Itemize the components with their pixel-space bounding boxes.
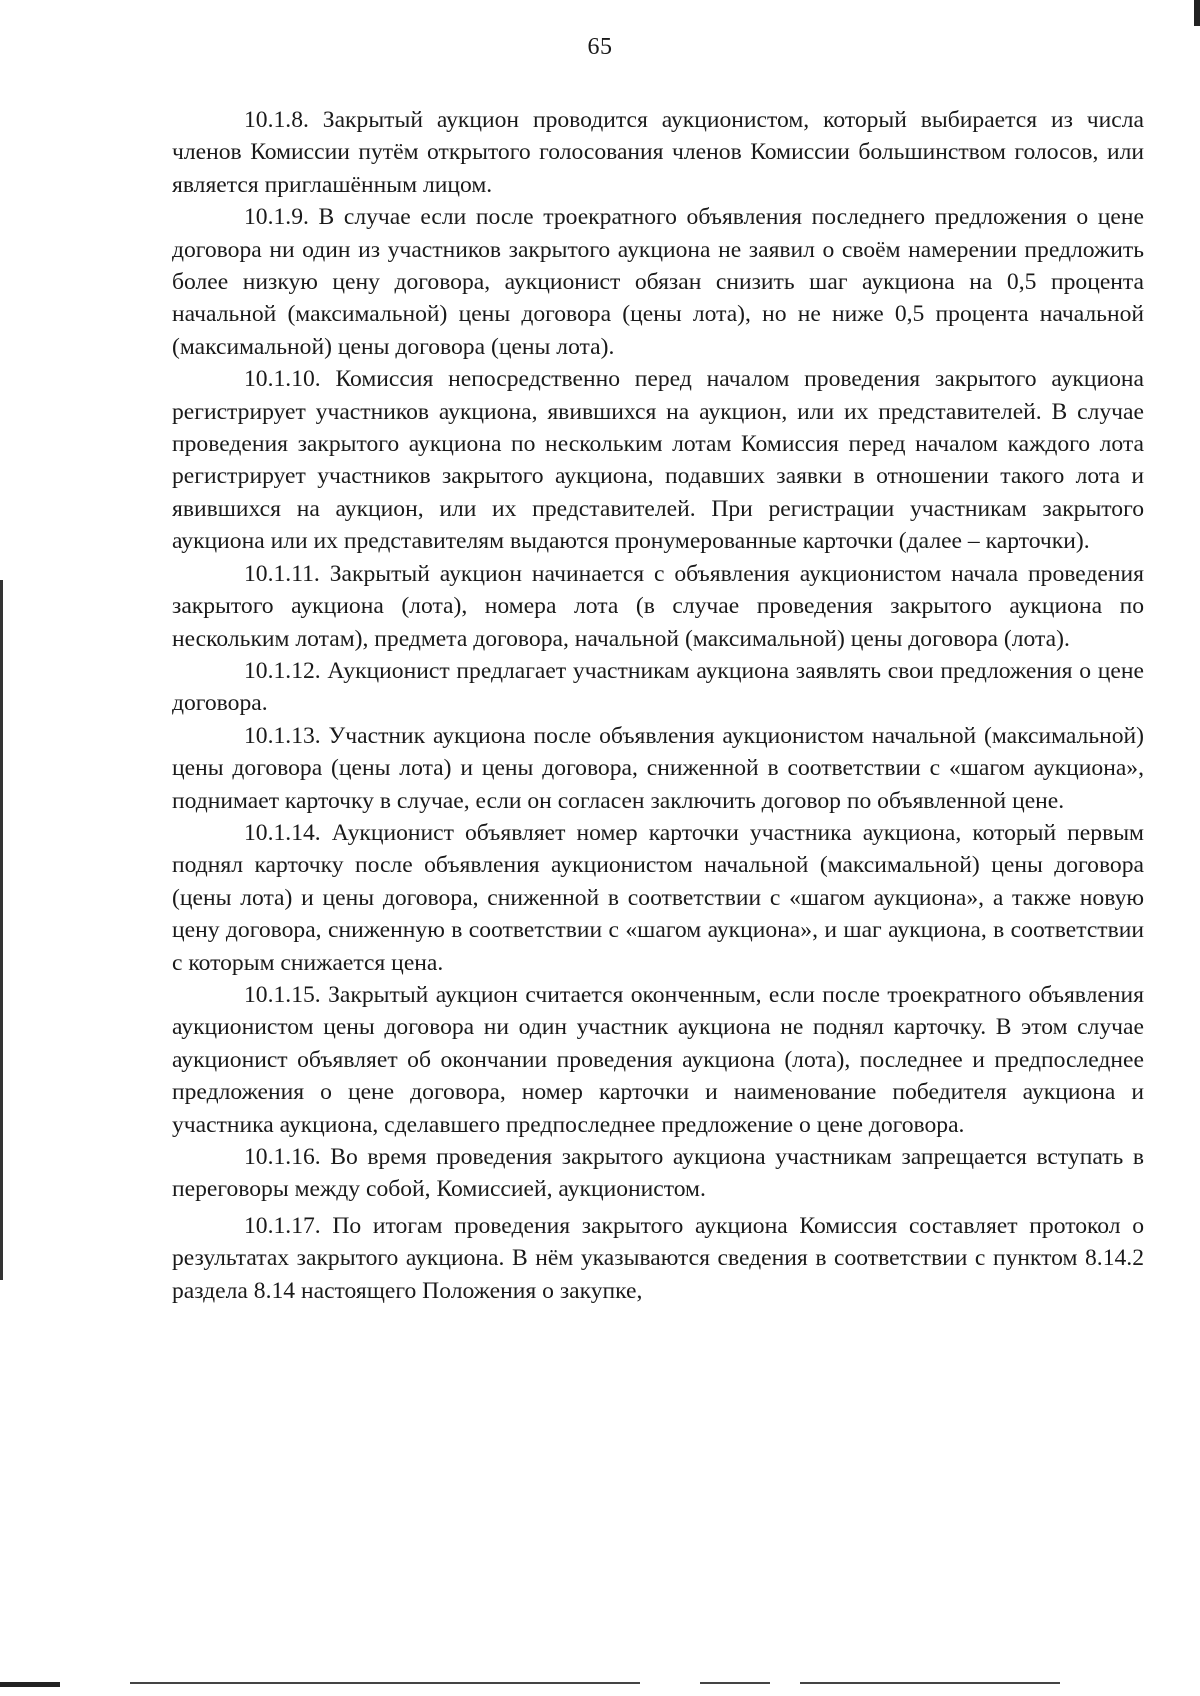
paragraph-10-1-11: 10.1.11. Закрытый аукцион начинается с объявления аукционистом начала проведения закрытого аукциона (лота), номера лота (в случае проведения закрытого аукциона по нескольким лотам), предмета договора, начальной (максимальной) цены договора (лота). xyxy=(172,560,1144,652)
scan-bottom-mark xyxy=(0,1682,60,1687)
paragraph-10-1-12: 10.1.12. Аукционист предлагает участникам аукциона заявлять свои предложения о цене договора. xyxy=(172,657,1144,717)
scan-bottom-rule xyxy=(130,1682,640,1684)
scan-edge-line xyxy=(0,580,3,1280)
scan-bottom-rule xyxy=(800,1682,1060,1684)
paragraph-10-1-15: 10.1.15. Закрытый аукцион считается оконченным, если после троекратного объявления аукционистом цены договора ни один участник аукциона не поднял карточку. В этом случае аукционист объявляет об окончании проведения аукциона (лота), последнее и предпоследнее предложения о цене договора, номер карточки и наименование победителя аукциона и участника аукциона, сделавшего предпоследнее предложение о цене договора. xyxy=(172,981,1144,1138)
scan-edge-mark xyxy=(1194,0,1200,26)
paragraph-10-1-17: 10.1.17. По итогам проведения закрытого аукциона Комиссия составляет протокол о результатах закрытого аукциона. В нём указываются сведения в соответствии с пунктом 8.14.2 раздела 8.14 настоящего Положения о закупке, xyxy=(172,1212,1144,1304)
paragraph-10-1-9: 10.1.9. В случае если после троекратного объявления последнего предложения о цене договора ни один из участников закрытого аукциона не заявил о своём намерении предложить более низкую цену договора, аукционист обязан снизить шаг аукциона на 0,5 процента начальной (максимальной) цены договора (цены лота), но не ниже 0,5 процента начальной (максимальной) цены договора (цены лота). xyxy=(172,204,1144,360)
page-number: 65 xyxy=(587,34,613,60)
scan-bottom-rule xyxy=(700,1682,770,1684)
paragraph-10-1-16: 10.1.16. Во время проведения закрытого аукциона участникам запрещается вступать в переговоры между собой, Комиссией, аукционистом. xyxy=(172,1144,1144,1203)
document-body xyxy=(172,104,1144,1307)
paragraph-10-1-10: 10.1.10. Комиссия непосредственно перед началом проведения закрытого аукциона регистрирует участников аукциона, явившихся на аукцион, или их представителей. В случае проведения закрытого аукциона по нескольким лотам Комиссия перед началом каждого лота регистрирует участников закрытого аукциона, подавших заявки в отношении такого лота и явившихся на аукцион, или их представителей. При регистрации участникам закрытого аукциона или их представителям выдаются пронумерованные карточки (далее – карточки). xyxy=(172,366,1144,555)
paragraph-10-1-8: 10.1.8. Закрытый аукцион проводится аукционистом, который выбирается из числа членов Комиссии путём открытого голосования членов Комиссии большинством голосов, или является приглашённым лицом. xyxy=(172,107,1144,198)
paragraph-10-1-13: 10.1.13. Участник аукциона после объявления аукционистом начальной (максимальной) цены договора (цены лота) и цены договора, сниженной в соответствии с «шагом аукциона», поднимает карточку в случае, если он согласен заключить договор по объявленной цене. xyxy=(172,722,1144,814)
paragraph-10-1-14: 10.1.14. Аукционист объявляет номер карточки участника аукциона, который первым поднял карточку после объявления аукционистом начальной (максимальной) цены договора (цены лота) и цены договора, сниженной в соответствии с «шагом аукциона», а также новую цену договора, сниженную в соответствии с «шагом аукциона», и шаг аукциона, в соответствии с которым снижается цена. xyxy=(172,819,1144,976)
